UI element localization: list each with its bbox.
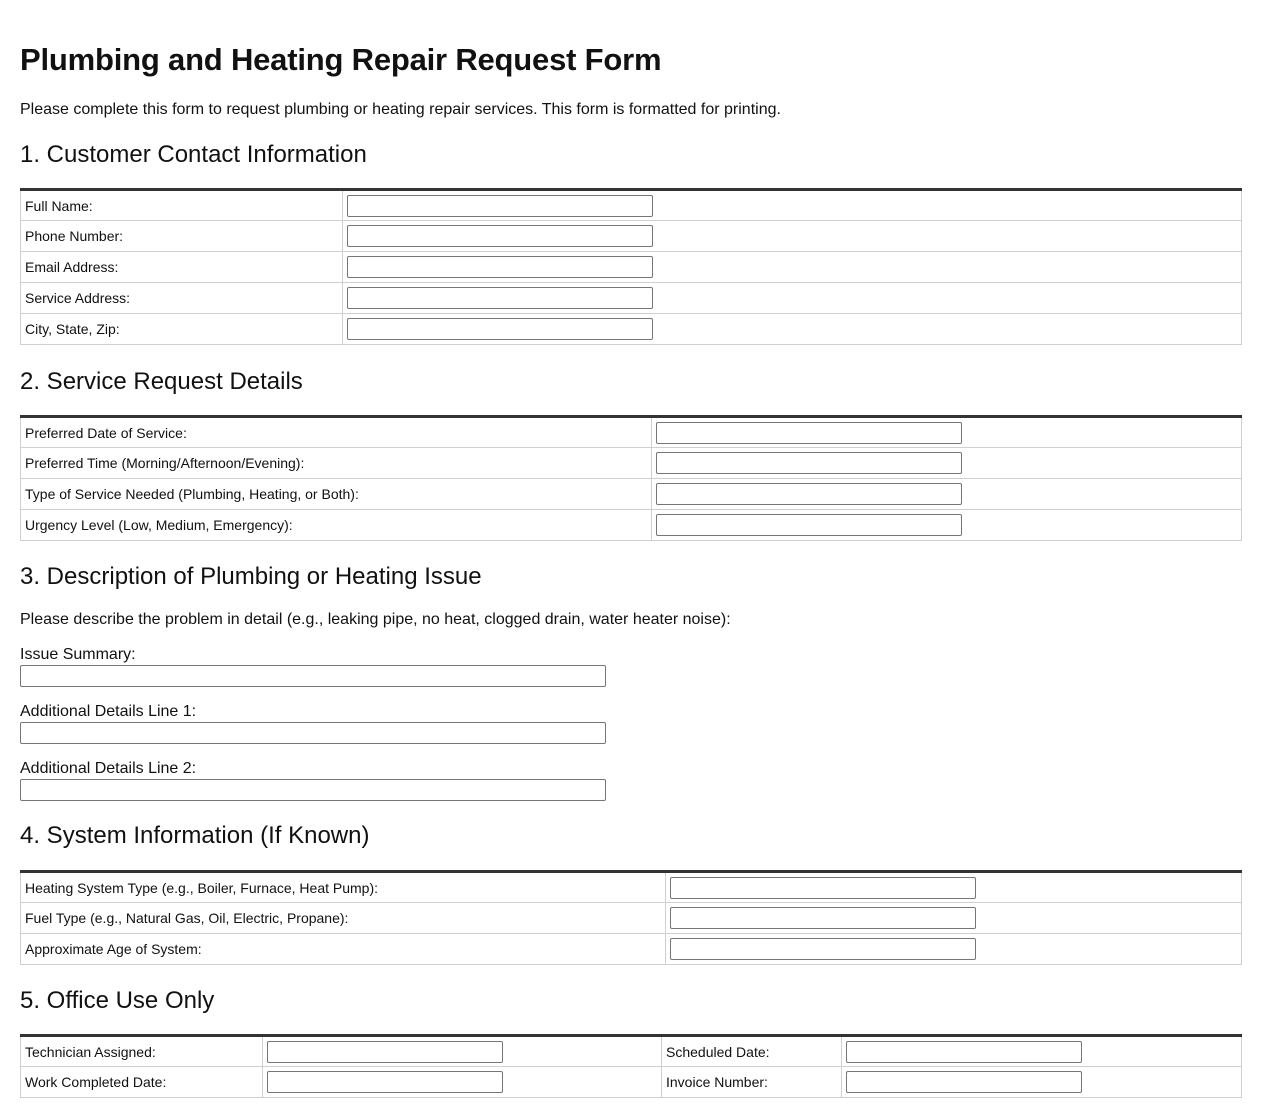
urgency-level-label: Urgency Level (Low, Medium, Emergency): <box>21 510 652 541</box>
city-state-zip-input[interactable] <box>347 318 653 340</box>
table-row <box>21 252 1242 283</box>
table-row <box>21 510 1242 541</box>
invoice-number-label: Invoice Number: <box>662 1067 842 1098</box>
fuel-type-label: Fuel Type (e.g., Natural Gas, Oil, Electric, Propane): <box>21 903 666 934</box>
city-state-zip-label: City, State, Zip: <box>21 314 343 345</box>
preferred-time-input[interactable] <box>656 452 962 474</box>
preferred-time-label: Preferred Time (Morning/Afternoon/Evening): <box>21 448 652 479</box>
service-address-input[interactable] <box>347 287 653 309</box>
table-row <box>21 1067 1242 1098</box>
section-heading-contact: 1. Customer Contact Information <box>20 141 367 168</box>
scheduled-date-label: Scheduled Date: <box>662 1036 842 1067</box>
contact-table <box>20 188 1242 345</box>
email-address-input[interactable] <box>347 256 653 278</box>
system-age-input[interactable] <box>670 938 976 960</box>
full-name-label: Full Name: <box>21 190 343 221</box>
table-row <box>21 417 1242 448</box>
section-heading-system: 4. System Information (If Known) <box>20 822 370 849</box>
issue-summary-label: Issue Summary: <box>20 646 136 663</box>
additional-details-1-label: Additional Details Line 1: <box>20 703 197 720</box>
section-heading-office: 5. Office Use Only <box>20 987 215 1014</box>
issue-description-text: Please describe the problem in detail (e.g., leaking pipe, no heat, clogged drain, water heater noise): <box>20 611 731 628</box>
scheduled-date-input[interactable] <box>846 1041 1082 1063</box>
table-row <box>21 934 1242 965</box>
table-row <box>21 221 1242 252</box>
full-name-input[interactable] <box>347 195 653 217</box>
additional-details-2-input[interactable] <box>20 779 606 801</box>
preferred-date-label: Preferred Date of Service: <box>21 417 652 448</box>
technician-assigned-label: Technician Assigned: <box>21 1036 263 1067</box>
section-heading-issue: 3. Description of Plumbing or Heating Issue <box>20 563 482 590</box>
table-row <box>21 1036 1242 1067</box>
issue-summary-input[interactable] <box>20 665 606 687</box>
page-title: Plumbing and Heating Repair Request Form <box>20 42 662 77</box>
heating-system-type-label: Heating System Type (e.g., Boiler, Furnace, Heat Pump): <box>21 872 666 903</box>
technician-assigned-input[interactable] <box>267 1041 503 1063</box>
email-address-label: Email Address: <box>21 252 343 283</box>
service-table <box>20 415 1242 541</box>
phone-number-label: Phone Number: <box>21 221 343 252</box>
heating-system-type-input[interactable] <box>670 877 976 899</box>
table-row <box>21 283 1242 314</box>
system-table <box>20 870 1242 965</box>
table-row <box>21 314 1242 345</box>
work-completed-date-input[interactable] <box>267 1071 503 1093</box>
phone-number-input[interactable] <box>347 225 653 247</box>
urgency-level-input[interactable] <box>656 514 962 536</box>
additional-details-2-label: Additional Details Line 2: <box>20 760 197 777</box>
office-table <box>20 1034 1242 1098</box>
preferred-date-input[interactable] <box>656 422 962 444</box>
invoice-number-input[interactable] <box>846 1071 1082 1093</box>
system-age-label: Approximate Age of System: <box>21 934 666 965</box>
table-row <box>21 448 1242 479</box>
table-row <box>21 872 1242 903</box>
service-address-label: Service Address: <box>21 283 343 314</box>
table-row <box>21 479 1242 510</box>
work-completed-date-label: Work Completed Date: <box>21 1067 263 1098</box>
table-row <box>21 903 1242 934</box>
table-row <box>21 190 1242 221</box>
additional-details-1-input[interactable] <box>20 722 606 744</box>
service-type-label: Type of Service Needed (Plumbing, Heating, or Both): <box>21 479 652 510</box>
section-heading-service: 2. Service Request Details <box>20 368 303 395</box>
intro-text: Please complete this form to request plumbing or heating repair services. This form is formatted for printing. <box>20 101 781 118</box>
fuel-type-input[interactable] <box>670 907 976 929</box>
service-type-input[interactable] <box>656 483 962 505</box>
